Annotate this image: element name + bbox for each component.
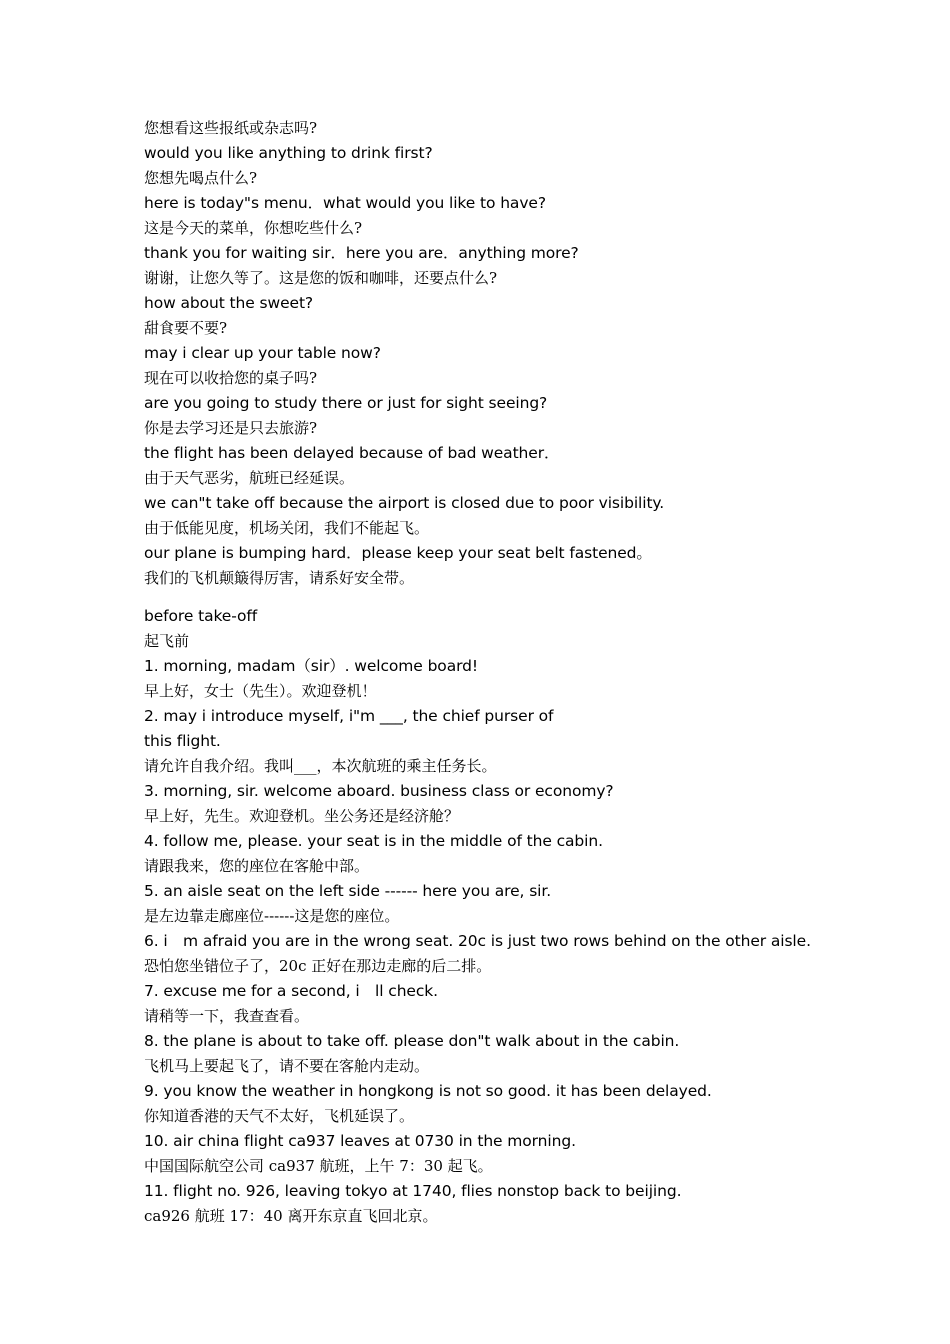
english-line: before take-off	[144, 607, 258, 625]
chinese-line: 早上好，女士（先生）。欢迎登机！	[144, 682, 377, 700]
chinese-line: 我们的飞机颠簸得厉害，请系好安全带。	[144, 569, 415, 587]
chinese-line: ca926 航班 17：40 离开东京直飞回北京。	[144, 1207, 438, 1225]
chinese-line: 由于天气恶劣，航班已经延误。	[144, 469, 355, 487]
english-line: here is today"s menu．what would you like to have?	[144, 194, 546, 212]
chinese-line: 您想先喝点什么?	[144, 169, 258, 187]
chinese-line: 你知道香港的天气不太好，飞机延误了。	[144, 1107, 415, 1125]
chinese-line: 由于低能见度，机场关闭，我们不能起飞。	[144, 519, 430, 537]
chinese-line: 中国国际航空公司 ca937 航班，上午 7：30 起飞。	[144, 1157, 493, 1175]
english-line: 5. an aisle seat on the left side ------ here you are, sir.	[144, 882, 552, 900]
chinese-line: 请稍等一下，我查查看。	[144, 1007, 310, 1025]
chinese-line: 现在可以收拾您的桌子吗?	[144, 369, 318, 387]
english-line: would you like anything to drink first?	[144, 144, 433, 162]
english-line: the flight has been delayed because of bad weather．	[144, 444, 560, 462]
phrase-block-before-takeoff	[144, 604, 844, 1229]
chinese-line: 这是今天的菜单，你想吃些什么?	[144, 219, 363, 237]
english-line: 4. follow me, please. your seat is in the middle of the cabin.	[144, 832, 603, 850]
english-line: 1. morning, madam（sir）. welcome board!	[144, 657, 478, 675]
english-line: 2. may i introduce myself, i"m ___, the chief purser of	[144, 707, 554, 725]
phrase-block-inflight	[144, 116, 844, 591]
english-line: we can"t take off because the airport is closed due to poor visibility.	[144, 494, 665, 512]
english-line: our plane is bumping hard．please keep your seat belt fastened。	[144, 544, 652, 562]
chinese-line: 恐怕您坐错位子了，20c 正好在那边走廊的后二排。	[144, 957, 492, 975]
chinese-line: 请允许自我介绍。我叫___，本次航班的乘主任务长。	[144, 757, 497, 775]
english-line: this flight.	[144, 732, 221, 750]
chinese-line: 甜食要不要?	[144, 319, 228, 337]
english-line: 7. excuse me for a second, i ll check.	[144, 982, 438, 1000]
english-line: how about the sweet?	[144, 294, 314, 312]
english-line: 6. i m afraid you are in the wrong seat. 20c is just two rows behind on the other aisle.	[144, 932, 811, 950]
english-line: thank you for waiting sir．here you are．anything more?	[144, 244, 579, 262]
section-gap	[144, 591, 844, 604]
english-line: 9. you know the weather in hongkong is not so good. it has been delayed.	[144, 1082, 712, 1100]
english-line: are you going to study there or just for sight seeing?	[144, 394, 548, 412]
document-body	[144, 116, 844, 1229]
chinese-line: 您想看这些报纸或杂志吗?	[144, 119, 318, 137]
english-line: 8. the plane is about to take off. please don"t walk about in the cabin.	[144, 1032, 680, 1050]
english-line: 10. air china flight ca937 leaves at 0730 in the morning.	[144, 1132, 576, 1150]
english-line: 3. morning, sir. welcome aboard. business class or economy?	[144, 782, 614, 800]
chinese-line: 早上好，先生。欢迎登机。坐公务还是经济舱？	[144, 807, 460, 825]
chinese-line: 起飞前	[144, 632, 190, 650]
chinese-line: 请跟我来，您的座位在客舱中部。	[144, 857, 370, 875]
chinese-line: 你是去学习还是只去旅游?	[144, 419, 318, 437]
chinese-line: 飞机马上要起飞了，请不要在客舱内走动。	[144, 1057, 430, 1075]
chinese-line: 谢谢，让您久等了。这是您的饭和咖啡，还要点什么?	[144, 269, 498, 287]
english-line: may i clear up your table now?	[144, 344, 381, 362]
chinese-line: 是左边靠走廊座位------这是您的座位。	[144, 907, 400, 925]
english-line: 11. flight no. 926, leaving tokyo at 1740, flies nonstop back to beijing.	[144, 1182, 682, 1200]
